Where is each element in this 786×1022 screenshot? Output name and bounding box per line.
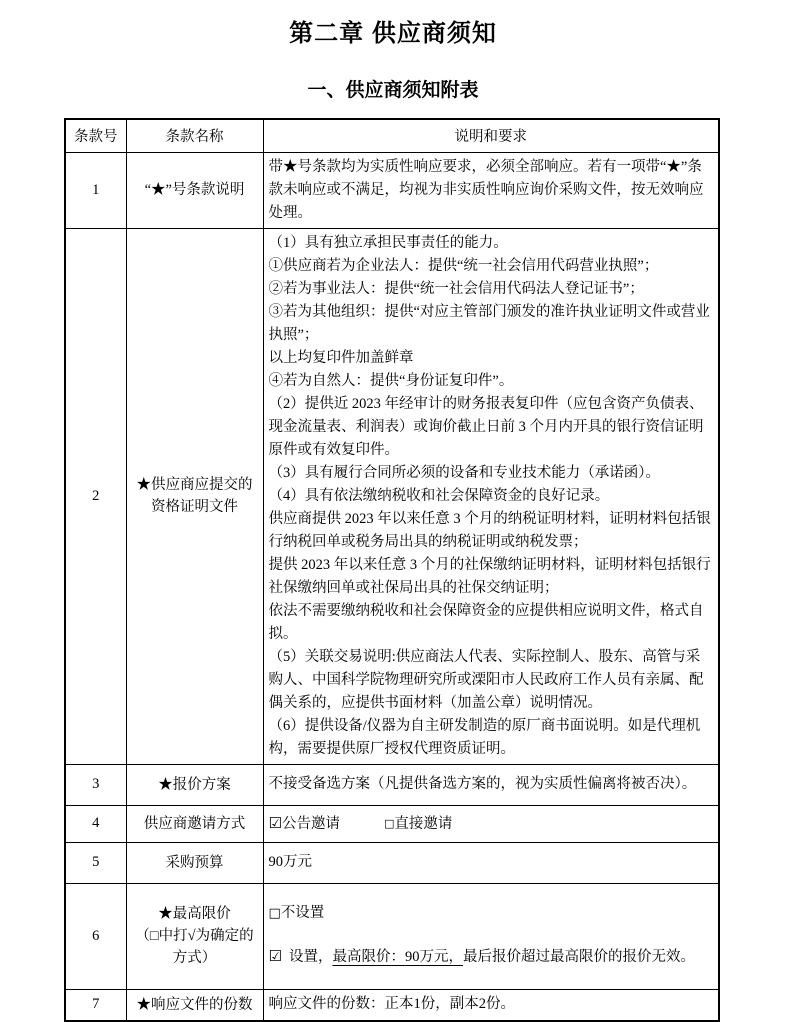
text-line: 供应商提供 2023 年以来任意 3 个月的纳税证明材料，证明材料包括银行纳税回单或税务局出具的纳税证明或纳税发票； xyxy=(268,510,711,550)
clause-name-line1: ★最高限价 xyxy=(158,906,231,922)
chapter-title: 第二章 供应商须知 xyxy=(289,20,497,47)
text-line: 响应文件的份数：正本1份，副本2份。 xyxy=(268,996,515,1012)
clause-content xyxy=(263,228,719,764)
clause-name: “★”号条款说明 xyxy=(126,152,263,228)
clause-no: 5 xyxy=(65,842,126,883)
text-line: （2）提供近 2023 年经审计的财务报表复印件（应包含资产负债表、现金流量表、利润表）或询价截止日前 3 个月内开具的银行资信证明原件或有效复印件。 xyxy=(268,395,704,458)
table-row-qualification-documents xyxy=(65,228,719,764)
clause-no: 7 xyxy=(65,989,126,1021)
option-label-public-invitation: 公告邀请 xyxy=(281,815,340,832)
table-row-star-clause-note xyxy=(65,152,719,228)
text-line: （3）具有履行合同所必须的设备和专业技术能力（承诺函）。 xyxy=(268,464,660,481)
col-header-clause-no: 条款号 xyxy=(65,119,126,152)
text-line: （4）具有依法缴纳税收和社会保障资金的良好记录。 xyxy=(268,487,610,504)
checkbox-unchecked-icon: □ xyxy=(383,816,395,830)
option-set xyxy=(269,945,714,969)
clause-name: ★报价方案 xyxy=(126,764,263,805)
option-label-set: 设置， xyxy=(288,948,333,965)
clause-content xyxy=(263,883,719,989)
clause-content xyxy=(263,842,719,883)
clause-name: ★供应商应提交的资格证明文件 xyxy=(126,228,263,764)
text-line: 带★号条款均为实质性响应要求，必须全部响应。若有一项带“★”条款未响应或不满足，均视为非实质性响应询价采购文件，按无效响应处理。 xyxy=(268,158,704,221)
table-header-row xyxy=(65,119,719,152)
clause-name xyxy=(126,883,263,989)
clause-no: 1 xyxy=(65,152,126,228)
text-line: （1）具有独立承担民事责任的能力。 xyxy=(268,234,508,251)
table-row-maximum-price-limit xyxy=(65,883,719,989)
text-line: ④若为自然人：提供“身份证复印件”。 xyxy=(268,372,514,389)
clause-no: 6 xyxy=(65,883,126,989)
section-subtitle: 一、供应商须知附表 xyxy=(307,80,479,101)
max-price-underlined-text: 最高限价：90万元， xyxy=(332,948,463,965)
option-not-set xyxy=(269,902,714,925)
checkbox-unchecked-icon: □ xyxy=(268,905,281,921)
max-price-note: 最后报价超过最高限价的报价无效。 xyxy=(462,948,695,965)
text-line: 以上均复印件加盖鲜章 xyxy=(268,349,414,366)
text-line: ②若为事业法人：提供“统一社会信用代码法人登记证书”； xyxy=(268,280,644,297)
text-line: （5）关联交易说明:供应商法人代表、实际控制人、股东、高管与采购人、中国科学院物理研究所或溧阳市人民政府工作人员有亲属、配偶关系的，应提供书面材料（加盖公章）说明情况。 xyxy=(268,648,704,711)
clause-no: 4 xyxy=(65,805,126,842)
clause-content xyxy=(263,989,719,1021)
clause-content xyxy=(263,152,719,228)
text-line: 不接受备选方案（凡提供备选方案的，视为实质性偏离将被否决）。 xyxy=(268,776,697,792)
text-line: ①供应商若为企业法人：提供“统一社会信用代码营业执照”； xyxy=(268,257,659,274)
table-row-procurement-budget xyxy=(65,842,719,883)
col-header-clause-name: 条款名称 xyxy=(126,119,263,152)
checkbox-checked-icon: ☑ xyxy=(268,813,282,832)
text-line: 提供 2023 年以来任意 3 个月的社保缴纳证明材料，证明材料包括银行社保缴纳回单或社保局出具的社保交纳证明； xyxy=(268,556,711,596)
text-line: （6）提供设备/仪器为自主研发制造的原厂商书面说明。如是代理机构，需要提供原厂授权代理资质证明。 xyxy=(268,717,701,757)
clause-content xyxy=(263,805,719,842)
option-label-direct-invitation: 直接邀请 xyxy=(394,815,453,832)
text-line: 90万元 xyxy=(268,854,312,870)
text-line: 依法不需要缴纳税收和社会保障资金的应提供相应说明文件，格式自拟。 xyxy=(268,602,704,642)
supplier-notice-table xyxy=(64,118,720,1022)
table-row-quotation-plan xyxy=(65,764,719,805)
clause-name: ★响应文件的份数 xyxy=(126,989,263,1021)
clause-name: 供应商邀请方式 xyxy=(126,805,263,842)
table-row-response-copies xyxy=(65,989,719,1021)
clause-no: 3 xyxy=(65,764,126,805)
clause-name-line2: （□中打√为确定的方式） xyxy=(135,928,254,966)
clause-content xyxy=(263,764,719,805)
table-row-invitation-method xyxy=(65,805,719,842)
clause-name: 采购预算 xyxy=(126,842,263,883)
option-label-not-set: 不设置 xyxy=(280,904,325,921)
text-line: ③若为其他组织：提供“对应主管部门颁发的准许执业证明文件或营业执照”； xyxy=(268,303,710,343)
clause-no: 2 xyxy=(65,228,126,764)
col-header-description: 说明和要求 xyxy=(263,119,719,152)
checkbox-checked-icon: ☑ xyxy=(268,946,282,965)
